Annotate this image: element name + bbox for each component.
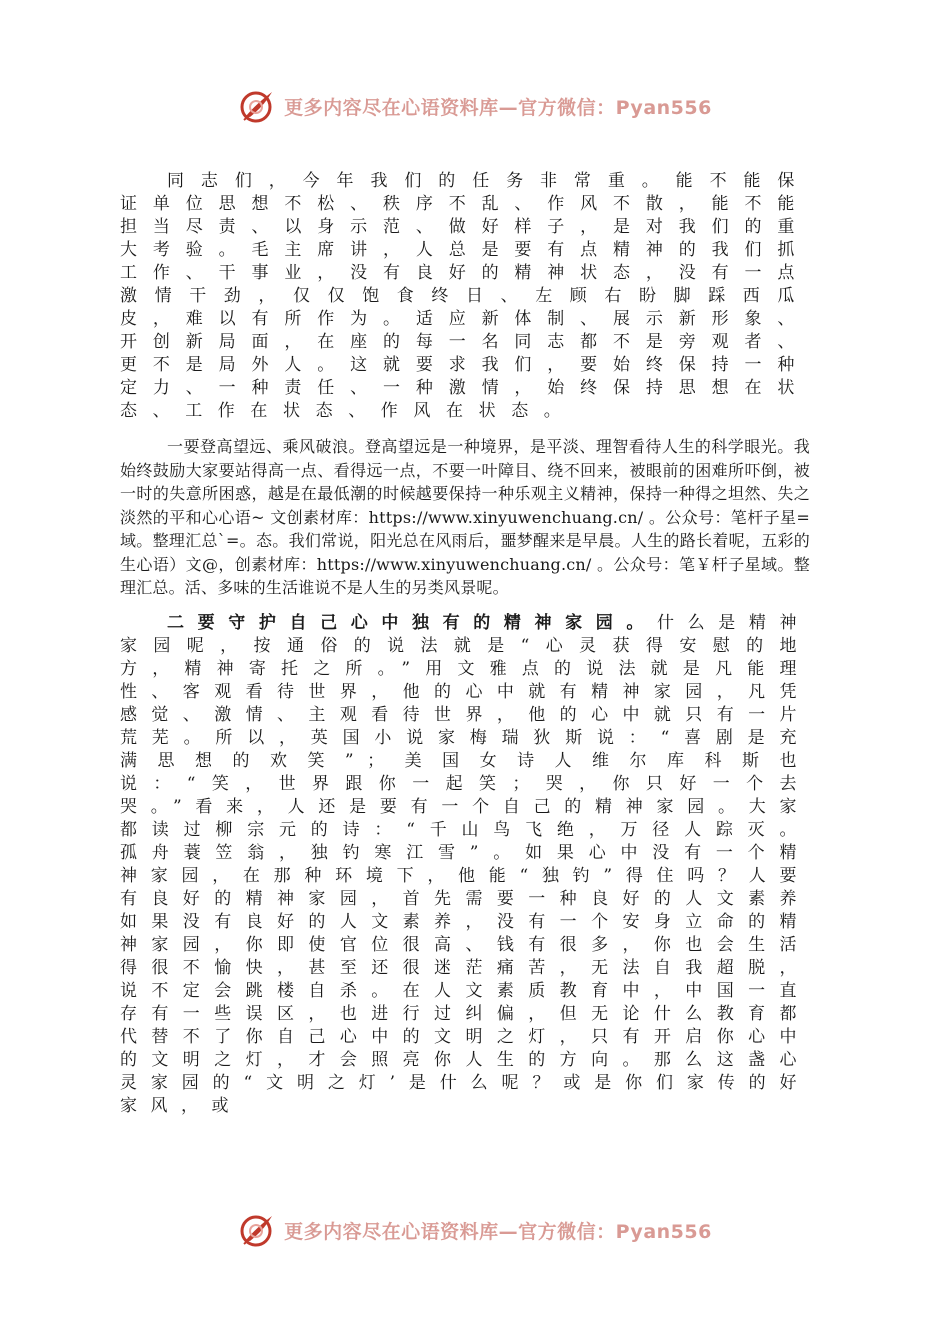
- paragraph-3: [120, 612, 810, 1118]
- footer-banner: [0, 1206, 950, 1254]
- header-banner: [0, 82, 950, 130]
- quill-logo-icon: [238, 1210, 278, 1250]
- document-body: [120, 170, 810, 1118]
- footer-banner-text: 更多内容尽在心语资料库—官方微信：Pyan556: [284, 1220, 712, 1243]
- quill-logo-icon: [238, 86, 278, 126]
- paragraph-3-heading: 二要守护自己心中独有的精神家园。: [167, 612, 657, 633]
- paragraph-1: 同志们，今年我们的任务非常重。能不能保证单位思想不松、秩序不乱、作风不散，能不能担当尽责、以身示范、做好样子，是对我们的重大考验。毛主席讲，人总是要有点精神的我们抓工作、干事业，没有良好的精神状态，没有一点激情干劲，仅仅饱食终日、左顾右盼脚踩西瓜皮，难以有所作为。适应新体制、展示新形象、开创新局面，在座的每一名同志都不是旁观者、更不是局外人。这就要求我们，要始终保持一种定力、一种责任、一种激情，始终保持思想在状态、工作在状态、作风在状态。: [120, 171, 810, 421]
- paragraph-2: 一要登高望远、乘风破浪。登高望远是一种境界，是平淡、理智看待人生的科学眼光。我始终鼓励大家要站得高一点、看得远一点，不要一叶障目、绕不回来，被眼前的困难所吓倒，被一时的失意所困惑，越是在最低潮的时候越要保持一种乐观主义精神，保持一种得之坦然、失之淡然的平和心心语~ 文创素材库：https://www.xinyuwenchuang.cn/ 。公众号：笔杆子星=域。整理汇总`=。态。我们常说，阳光总在风雨后，噩梦醒来是早晨。人生的路长着呢，五彩的生心语）文@，创素材库：https://www.xinyuwenchuang.cn/ 。公众号：笔￥杆子星域。整理汇总。活、多味的生活谁说不是人生的另类风景呢。: [120, 437, 810, 597]
- paragraph-3-text: 什么是精神家园呢，按通俗的说法就是“心灵获得安慰的地方，精神寄托之所。”用文雅点的说法就是凡能理性、客观看待世界，他的心中就有精神家园，凡凭感觉、激情、主观看待世界，他的心中就只有一片荒芜。所以，英国小说家梅瑞狄斯说：“喜剧是充满思想的欢笑”；美国女诗人维尔库科斯也说：“笑，世界跟你一起笑；哭，你只好一个去哭。”看来，人还是要有一个自己的精神家园。大家都读过柳宗元的诗：“千山鸟飞绝，万径人踪灭。孤舟蓑笠翁，独钓寒江雪”。如果心中没有一个精神家园，在那种环境下，他能“独钓”得住吗？人要有良好的精神家园，首先需要一种良好的人文素养如果没有良好的人文素养，没有一个安身立命的精神家园，你即使官位很高、钱有很多，你也会生活得很不愉快，甚至还很迷茫痛苦，无法自我超脱，说不定会跳楼自杀。在人文素质教育中，中国一直存有一些误区，也进行过纠偏，但无论什么教育都代替不了你自己心中的文明之灯，只有开启你心中的文明之灯，才会照亮你人生的方向。那么这盏心灵家园的“文明之灯’是什么呢？或是你们家传的好家风，或: [120, 612, 810, 1116]
- header-banner-text: 更多内容尽在心语资料库—官方微信：Pyan556: [284, 96, 712, 119]
